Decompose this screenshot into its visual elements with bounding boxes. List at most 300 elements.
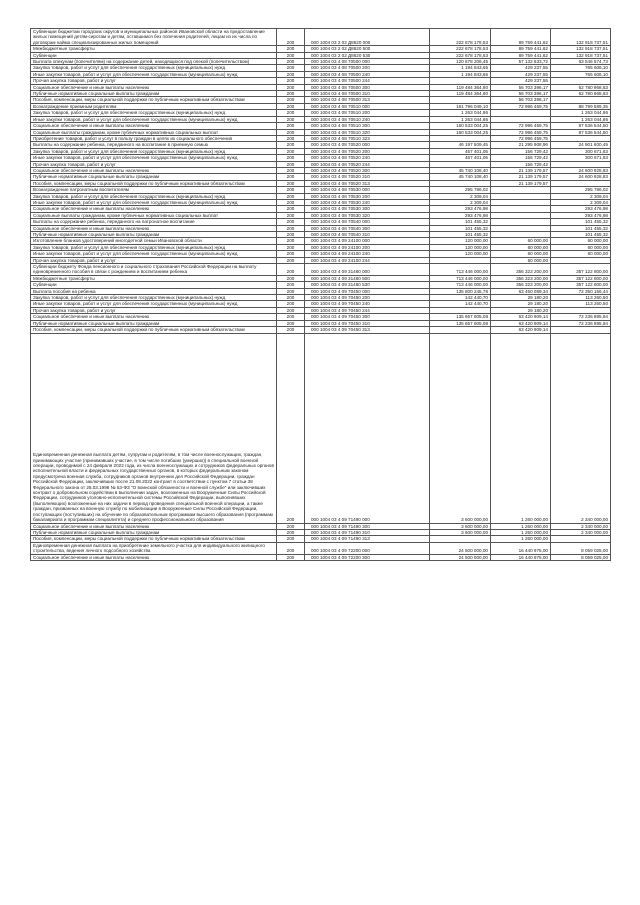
row-name: Социальное обеспечение и иные выплаты населению (31, 554, 277, 560)
row-line-code: 200 (277, 529, 305, 535)
row-name: Социальное обеспечение и иные выплаты населению (31, 167, 277, 173)
row-executed-amount: 60 000,00 (491, 257, 551, 263)
budget-table-body (31, 29, 611, 561)
row-classification-code: 000 1004 03 4 08 70520 200 (305, 148, 430, 154)
row-name: Вознаграждение приемным родителям (31, 103, 277, 109)
table-row (31, 554, 611, 560)
row-classification-code: 000 1004 03 4 09 70450 240 (305, 301, 430, 307)
row-classification-code: 000 1004 03 4 09 24100 000 (305, 238, 430, 244)
row-name: Выплаты на содержание ребенка, переданного на патронатное воспитание (31, 219, 277, 225)
row-name: Закупка товаров, работ и услуг для обеспечения государственных (муниципальных) нужд (31, 65, 277, 71)
row-classification-code: 000 1004 03 2 02 Д8620 500 (305, 46, 430, 52)
row-classification-code: 000 1004 03 4 08 70500 244 (305, 78, 430, 84)
row-classification-code: 000 1004 03 4 09 70450 244 (305, 307, 430, 313)
table-row (31, 97, 611, 103)
row-remaining-amount: 300 671,63 (551, 155, 611, 161)
row-name: Пособия, компенсации, меры социальной поддержки по публичным нормативным обязательствам (31, 536, 277, 542)
row-line-code: 200 (277, 97, 305, 103)
row-classification-code: 000 1004 03 4 09 71490 310 (305, 529, 430, 535)
table-row (31, 180, 611, 186)
row-remaining-amount: 8 059 025,00 (551, 554, 611, 560)
row-line-code: 200 (277, 148, 305, 154)
row-name: Иные закупки товаров, работ и услуг для обеспечения государственных (муниципальных) нужд (31, 199, 277, 205)
row-line-code: 200 (277, 288, 305, 294)
row-classification-code: 000 1004 03 2 02 Д8620 000 (305, 29, 430, 46)
table-row (31, 523, 611, 529)
row-remaining-amount: 293 476,98 (551, 212, 611, 218)
row-line-code: 200 (277, 71, 305, 77)
row-classification-code: 000 1004 03 4 09 31460 000 (305, 264, 430, 276)
row-name: Единовременная денежная выплата на приобретение земельного участка для индивидуального жилищного строительства, ведения личного подсобного хозяйства (31, 542, 277, 554)
row-planned-amount: 293 476,98 (430, 206, 491, 212)
row-classification-code: 000 1004 03 4 09 72200 300 (305, 554, 430, 560)
row-name: Закупка товаров, работ и услуг для обеспечения государственных (муниципальных) нужд (31, 244, 277, 250)
row-remaining-amount: 62 780 968,63 (551, 91, 611, 97)
row-executed-amount: 60 000,00 (491, 238, 551, 244)
row-planned-amount: 457 401,05 (430, 155, 491, 161)
row-planned-amount: 222 678 178,53 (430, 52, 491, 58)
row-remaining-amount: 101 455,32 (551, 219, 611, 225)
row-remaining-amount: 101 455,32 (551, 232, 611, 238)
row-classification-code: 000 1004 03 4 08 70520 000 (305, 142, 430, 148)
row-remaining-amount: 295 786,02 (551, 187, 611, 193)
row-remaining-amount: 765 606,10 (551, 71, 611, 77)
row-classification-code: 000 1004 03 4 08 70510 300 (305, 123, 430, 129)
row-name: Выплаты на содержание ребенка, переданного на воспитание в приемную семью (31, 142, 277, 148)
row-name: Иные закупки товаров, работ и услуг для обеспечения государственных (муниципальных) нужд (31, 251, 277, 257)
row-executed-amount: 56 703 396,17 (491, 91, 551, 97)
row-executed-amount: 60 000,00 (491, 251, 551, 257)
row-name: Социальное обеспечение и иные выплаты населению (31, 523, 277, 529)
row-classification-code: 000 1004 03 4 08 70530 240 (305, 199, 430, 205)
row-remaining-amount: 113 260,50 (551, 301, 611, 307)
row-name: Публичные нормативные социальные выплаты гражданам (31, 91, 277, 97)
table-row (31, 167, 611, 173)
row-executed-amount: 21 139 179,57 (491, 167, 551, 173)
row-classification-code: 000 1004 03 4 08 70510 323 (305, 135, 430, 141)
row-remaining-amount: 293 476,98 (551, 206, 611, 212)
row-executed-amount: 356 323 200,00 (491, 275, 551, 281)
row-executed-amount: 356 323 200,00 (491, 282, 551, 288)
row-classification-code: 000 1004 03 4 08 70510 320 (305, 129, 430, 135)
row-planned-amount: 293 476,98 (430, 212, 491, 218)
row-executed-amount: 356 323 200,00 (491, 264, 551, 276)
row-executed-amount: 1 260 000,00 (491, 523, 551, 529)
row-remaining-amount: 113 260,50 (551, 295, 611, 301)
row-remaining-amount: 1 263 044,86 (551, 116, 611, 122)
row-name: Социальное обеспечение и иные выплаты населению (31, 225, 277, 231)
row-executed-amount: 57 132 633,72 (491, 59, 551, 65)
row-name: Субвенции (31, 52, 277, 58)
row-name: Выплата опекунам (попечителям) на содержание детей, находящихся под опекой (попечительством) (31, 59, 277, 65)
row-line-code: 200 (277, 129, 305, 135)
row-planned-amount: 713 446 000,00 (430, 282, 491, 288)
row-classification-code: 000 1004 03 4 08 70530 200 (305, 193, 430, 199)
row-line-code: 200 (277, 180, 305, 186)
row-remaining-amount: 24 901 600,49 (551, 142, 611, 148)
row-line-code: 200 (277, 232, 305, 238)
row-executed-amount: 156 729,42 (491, 155, 551, 161)
row-line-code: 200 (277, 301, 305, 307)
row-line-code: 200 (277, 307, 305, 313)
row-planned-amount: 295 786,02 (430, 187, 491, 193)
row-remaining-amount: 24 600 928,83 (551, 167, 611, 173)
row-name: Публичные нормативные социальные выплаты гражданам (31, 232, 277, 238)
row-name: Пособия, компенсации, меры социальной поддержки по публичным нормативным обязательствам (31, 180, 277, 186)
row-line-code: 200 (277, 333, 305, 523)
row-line-code: 200 (277, 155, 305, 161)
row-planned-amount: 24 500 000,00 (430, 542, 491, 554)
row-executed-amount: 16 440 975,00 (491, 554, 551, 560)
row-line-code: 200 (277, 52, 305, 58)
row-line-code: 200 (277, 123, 305, 129)
row-classification-code: 000 1004 03 4 08 70500 000 (305, 59, 430, 65)
row-classification-code: 000 1004 03 4 08 70530 300 (305, 206, 430, 212)
row-planned-amount: 457 401,05 (430, 148, 491, 154)
row-remaining-amount: 300 671,63 (551, 148, 611, 154)
row-remaining-amount: 87 536 544,50 (551, 129, 611, 135)
row-executed-amount: 63 420 909,14 (491, 314, 551, 320)
table-row (31, 536, 611, 542)
table-row (31, 59, 611, 65)
row-planned-amount: 161 796 049,10 (430, 103, 491, 109)
row-executed-amount: 29 180,20 (491, 307, 551, 313)
row-line-code: 200 (277, 65, 305, 71)
row-classification-code: 000 1004 03 4 08 70540 000 (305, 219, 430, 225)
row-name: Социальные выплаты гражданам, кроме публичных нормативных социальных выплат (31, 212, 277, 218)
row-classification-code: 000 1004 03 4 08 70500 240 (305, 71, 430, 77)
row-line-code: 200 (277, 275, 305, 281)
row-planned-amount: 3 600 000,00 (430, 523, 491, 529)
row-planned-amount: 222 678 178,53 (430, 46, 491, 52)
row-planned-amount: 1 263 044,86 (430, 110, 491, 116)
row-name: Выплата пособия на ребенка (31, 288, 277, 294)
row-planned-amount: 142 440,70 (430, 301, 491, 307)
row-classification-code: 000 1004 03 4 08 70520 244 (305, 161, 430, 167)
table-row (31, 123, 611, 129)
row-line-code: 200 (277, 29, 305, 46)
row-name: Субвенции (31, 282, 277, 288)
row-line-code: 200 (277, 167, 305, 173)
row-executed-amount: 156 729,42 (491, 148, 551, 154)
row-planned-amount: 101 455,32 (430, 232, 491, 238)
row-remaining-amount: 72 236 895,94 (551, 320, 611, 326)
row-classification-code: 000 1004 03 4 08 70520 310 (305, 174, 430, 180)
table-row (31, 320, 611, 326)
row-classification-code: 000 1004 03 4 08 70500 313 (305, 97, 430, 103)
budget-table (30, 28, 611, 561)
table-row (31, 174, 611, 180)
row-remaining-amount: 132 918 737,51 (551, 29, 611, 46)
row-planned-amount: 222 678 178,53 (430, 29, 491, 46)
row-executed-amount: 156 729,42 (491, 161, 551, 167)
table-row (31, 327, 611, 333)
row-classification-code: 000 1004 03 4 09 71490 313 (305, 536, 430, 542)
row-name: Приобретение товаров, работ и услуг в пользу граждан в целях их социального обеспечения (31, 135, 277, 141)
row-name: Прочая закупка товаров, работ и услуг (31, 78, 277, 84)
row-planned-amount: 713 446 000,00 (430, 275, 491, 281)
row-line-code: 200 (277, 327, 305, 333)
row-executed-amount: 16 440 975,00 (491, 542, 551, 554)
row-planned-amount: 119 484 364,80 (430, 84, 491, 90)
row-classification-code: 000 1004 03 4 08 70520 240 (305, 155, 430, 161)
row-executed-amount: 56 703 396,17 (491, 97, 551, 103)
row-executed-amount: 89 759 441,62 (491, 29, 551, 46)
row-name: Иные закупки товаров, работ и услуг для обеспечения государственных (муниципальных) нужд (31, 301, 277, 307)
row-classification-code: 000 1004 03 4 08 70540 300 (305, 225, 430, 231)
row-line-code: 200 (277, 212, 305, 218)
row-line-code: 200 (277, 282, 305, 288)
row-line-code: 200 (277, 554, 305, 560)
row-executed-amount: 1 260 000,00 (491, 536, 551, 542)
row-executed-amount: 21 139 179,57 (491, 174, 551, 180)
row-planned-amount: 135 657 805,08 (430, 320, 491, 326)
row-name: Прочая закупка товаров, работ и услуг (31, 307, 277, 313)
row-line-code: 200 (277, 251, 305, 257)
row-name: Иные закупки товаров, работ и услуг для обеспечения государственных (муниципальных) нужд (31, 116, 277, 122)
row-name: Закупка товаров, работ и услуг для обеспечения государственных (муниципальных) нужд (31, 110, 277, 116)
row-planned-amount: 2 309,04 (430, 199, 491, 205)
row-line-code: 200 (277, 187, 305, 193)
row-name: Социальное обеспечение и иные выплаты населению (31, 314, 277, 320)
row-classification-code: 000 1004 03 4 08 70530 000 (305, 187, 430, 193)
row-planned-amount: 160 533 004,25 (430, 129, 491, 135)
row-line-code: 200 (277, 193, 305, 199)
row-classification-code: 000 1004 03 4 08 70500 300 (305, 84, 430, 90)
row-classification-code: 000 1004 03 4 08 70530 320 (305, 212, 430, 218)
row-classification-code: 000 1004 03 4 08 70540 310 (305, 232, 430, 238)
row-planned-amount: 160 533 004,25 (430, 123, 491, 129)
row-line-code: 200 (277, 523, 305, 529)
row-name: Публичные нормативные социальные выплаты гражданам (31, 320, 277, 326)
row-line-code: 200 (277, 206, 305, 212)
row-line-code: 200 (277, 135, 305, 141)
row-remaining-amount: 357 122 800,00 (551, 282, 611, 288)
row-name: Прочая закупка товаров, работ и услуг (31, 161, 277, 167)
row-line-code: 200 (277, 320, 305, 326)
row-classification-code: 000 1004 03 4 08 70500 310 (305, 91, 430, 97)
budget-report-sheet (30, 28, 610, 561)
row-name: Закупка товаров, работ и услуг для обеспечения государственных (муниципальных) нужд (31, 148, 277, 154)
table-row (31, 264, 611, 276)
row-classification-code: 000 1004 03 4 09 70450 000 (305, 288, 430, 294)
row-remaining-amount: 2 309,04 (551, 199, 611, 205)
row-name: Межбюджетные трансферты (31, 275, 277, 281)
row-remaining-amount: 62 780 968,63 (551, 84, 611, 90)
row-name: Публичные нормативные социальные выплаты гражданам (31, 174, 277, 180)
row-executed-amount: 21 295 908,96 (491, 142, 551, 148)
row-name: Прочая закупка товаров, работ и услуг (31, 257, 277, 263)
row-planned-amount: 135 800 245,78 (430, 288, 491, 294)
row-line-code: 200 (277, 110, 305, 116)
row-planned-amount: 24 500 000,00 (430, 554, 491, 560)
row-line-code: 200 (277, 142, 305, 148)
row-remaining-amount: 357 122 800,00 (551, 275, 611, 281)
row-line-code: 200 (277, 84, 305, 90)
row-classification-code: 000 1004 03 4 09 70450 300 (305, 314, 430, 320)
table-row (31, 542, 611, 554)
row-planned-amount: 120 000,00 (430, 251, 491, 257)
row-name: Межбюджетные трансферты (31, 46, 277, 52)
row-classification-code: 000 1004 03 4 08 70500 200 (305, 65, 430, 71)
row-line-code: 200 (277, 91, 305, 97)
row-remaining-amount: 24 600 928,83 (551, 174, 611, 180)
row-remaining-amount: 8 059 025,00 (551, 542, 611, 554)
row-classification-code: 000 1004 03 4 09 71490 300 (305, 523, 430, 529)
row-planned-amount: 1 194 843,65 (430, 65, 491, 71)
row-remaining-amount: 132 918 737,51 (551, 46, 611, 52)
row-planned-amount: 45 740 108,40 (430, 174, 491, 180)
row-executed-amount: 72 996 459,75 (491, 135, 551, 141)
row-line-code: 200 (277, 264, 305, 276)
row-planned-amount: 119 484 364,80 (430, 91, 491, 97)
row-classification-code: 000 1004 03 4 09 24100 244 (305, 257, 430, 263)
row-remaining-amount: 357 122 800,00 (551, 264, 611, 276)
row-line-code: 200 (277, 161, 305, 167)
row-classification-code: 000 1004 03 4 08 70520 300 (305, 167, 430, 173)
row-executed-amount: 63 420 909,14 (491, 327, 551, 333)
row-classification-code: 000 1004 03 4 09 31460 500 (305, 275, 430, 281)
row-executed-amount: 429 237,55 (491, 78, 551, 84)
row-line-code: 200 (277, 225, 305, 231)
table-row (31, 135, 611, 141)
row-planned-amount: 3 600 000,00 (430, 333, 491, 523)
table-row (31, 314, 611, 320)
row-planned-amount: 101 455,32 (430, 219, 491, 225)
table-row (31, 29, 611, 46)
row-executed-amount: 21 139 179,57 (491, 180, 551, 186)
row-line-code: 200 (277, 257, 305, 263)
row-planned-amount: 713 446 000,00 (430, 264, 491, 276)
row-name: Социальное обеспечение и иные выплаты населению (31, 206, 277, 212)
table-row (31, 333, 611, 523)
row-classification-code: 000 1004 03 4 09 24100 200 (305, 244, 430, 250)
row-executed-amount: 89 759 441,62 (491, 46, 551, 52)
row-remaining-amount: 2 340 000,00 (551, 523, 611, 529)
row-classification-code: 000 1004 03 4 09 70450 310 (305, 320, 430, 326)
row-remaining-amount: 1 263 044,86 (551, 110, 611, 116)
row-classification-code: 000 1004 03 4 09 31460 530 (305, 282, 430, 288)
row-classification-code: 000 1004 03 2 02 Д8620 530 (305, 52, 430, 58)
row-remaining-amount: 101 455,32 (551, 225, 611, 231)
row-line-code: 200 (277, 103, 305, 109)
row-line-code: 200 (277, 199, 305, 205)
row-executed-amount: 429 237,55 (491, 65, 551, 71)
row-line-code: 200 (277, 536, 305, 542)
row-remaining-amount: 60 000,00 (551, 238, 611, 244)
row-remaining-amount: 2 340 000,00 (551, 529, 611, 535)
row-planned-amount: 135 657 805,08 (430, 314, 491, 320)
row-classification-code: 000 1004 03 4 08 70510 000 (305, 103, 430, 109)
row-remaining-amount: 60 000,00 (551, 251, 611, 257)
row-name: Единовременная денежная выплата детям, супругам и родителям, в том числе военнослужащих, граждан, принимающих участие (принимавших участие, в том числе погибших (умерших)) в специальной военной операции, проводимой с 24 февраля 2022 года, из числа военнослужащих и сотрудников федеральных органов исполнительной власти и федеральных государственных органов, в которых федеральным законом предусмотрена военная служба, сотрудников органов внутренних дел Российской Федерации, граждан Российской Федерации, заключивших после 21.09.2022 контракт в соответствии с пунктом 7 статьи 38 Федерального закона от 28.03.1998 № 53-ФЗ "О воинской обязанности и военной службе" или заключивших контракт о добровольном содействии в выполнении задач, возложенных на Вооруженные Силы Российской Федерации, сотрудников уголовно-исполнительной системы Российской Федерации, выполнявших (выполняющих) возложенные на них задачи в период проведения специальной военной операции, а также граждан, призванных на военную службу по мобилизации в Вооруженные Силы Российской Федерации, поступающих (поступивших) на обучение по образовательным программам высшего образования (программам бакалавриата и программам специалитета) и среднего профессионального образования (31, 333, 277, 523)
row-name: Изготовление бланков удостоверений многодетной семьи Ивановской области (31, 238, 277, 244)
table-row (31, 142, 611, 148)
row-line-code: 200 (277, 244, 305, 250)
row-planned-amount: 1 263 044,86 (430, 116, 491, 122)
row-name: Социальные выплаты гражданам, кроме публичных нормативных социальных выплат (31, 129, 277, 135)
row-remaining-amount: 2 309,04 (551, 193, 611, 199)
row-executed-amount: 1 260 000,00 (491, 529, 551, 535)
row-remaining-amount: 63 546 574,73 (551, 59, 611, 65)
table-row (31, 91, 611, 97)
row-planned-amount: 120 000,00 (430, 238, 491, 244)
row-planned-amount: 142 440,70 (430, 295, 491, 301)
row-remaining-amount: 2 340 000,00 (551, 333, 611, 523)
row-line-code: 200 (277, 46, 305, 52)
row-classification-code: 000 1004 03 4 08 70510 240 (305, 116, 430, 122)
row-classification-code: 000 1004 03 4 09 72200 000 (305, 542, 430, 554)
row-executed-amount: 29 180,20 (491, 301, 551, 307)
row-line-code: 200 (277, 174, 305, 180)
table-row (31, 129, 611, 135)
row-executed-amount: 1 260 000,00 (491, 333, 551, 523)
row-planned-amount: 46 197 509,45 (430, 142, 491, 148)
row-executed-amount: 56 703 396,17 (491, 84, 551, 90)
row-remaining-amount: 87 536 544,50 (551, 123, 611, 129)
row-line-code: 200 (277, 238, 305, 244)
row-planned-amount: 120 678 206,45 (430, 59, 491, 65)
row-classification-code: 000 1004 03 4 09 70450 313 (305, 327, 430, 333)
row-executed-amount: 60 000,00 (491, 244, 551, 250)
row-remaining-amount: 132 918 737,51 (551, 52, 611, 58)
row-executed-amount: 72 996 459,75 (491, 103, 551, 109)
row-executed-amount: 29 180,20 (491, 295, 551, 301)
row-executed-amount: 63 450 089,34 (491, 288, 551, 294)
row-name: Социальное обеспечение и иные выплаты населению (31, 84, 277, 90)
table-row (31, 529, 611, 535)
row-name: Пособия, компенсации, меры социальной поддержки по публичным нормативным обязательствам (31, 327, 277, 333)
row-planned-amount: 2 309,04 (430, 193, 491, 199)
row-remaining-amount: 88 799 589,35 (551, 103, 611, 109)
row-classification-code: 000 1004 03 4 08 70520 313 (305, 180, 430, 186)
row-name: Закупка товаров, работ и услуг для обеспечения государственных (муниципальных) нужд (31, 295, 277, 301)
row-planned-amount: 45 740 108,40 (430, 167, 491, 173)
row-name: Публичные нормативные социальные выплаты гражданам (31, 529, 277, 535)
row-classification-code: 000 1004 03 4 09 71490 000 (305, 333, 430, 523)
row-name: Иные закупки товаров, работ и услуг для обеспечения государственных (муниципальных) нужд (31, 155, 277, 161)
row-executed-amount: 89 759 441,62 (491, 52, 551, 58)
row-name: Иные закупки товаров, работ и услуг для обеспечения государственных (муниципальных) нужд (31, 71, 277, 77)
row-executed-amount: 72 996 459,75 (491, 129, 551, 135)
row-name: Социальное обеспечение и иные выплаты населению (31, 123, 277, 129)
row-name: Вознаграждение патронатным воспитателям (31, 187, 277, 193)
row-classification-code: 000 1004 03 4 08 70510 200 (305, 110, 430, 116)
row-planned-amount: 120 000,00 (430, 244, 491, 250)
row-line-code: 200 (277, 542, 305, 554)
row-executed-amount: 72 996 459,75 (491, 123, 551, 129)
row-name: Субвенции бюджету Фонда пенсионного и социального страхования Российской Федерации на выплату единовременного пособия в связи с рождением и воспитанием ребенка (31, 264, 277, 276)
row-remaining-amount: 765 606,10 (551, 65, 611, 71)
row-line-code: 200 (277, 219, 305, 225)
row-line-code: 200 (277, 116, 305, 122)
row-classification-code: 000 1004 03 4 09 70450 200 (305, 295, 430, 301)
row-name: Закупка товаров, работ и услуг для обеспечения государственных (муниципальных) нужд (31, 193, 277, 199)
row-remaining-amount: 60 000,00 (551, 244, 611, 250)
row-name: Пособия, компенсации, меры социальной поддержки по публичным нормативным обязательствам (31, 97, 277, 103)
row-line-code: 200 (277, 59, 305, 65)
table-row (31, 84, 611, 90)
row-executed-amount: 429 237,55 (491, 71, 551, 77)
row-executed-amount: 63 420 909,14 (491, 320, 551, 326)
row-planned-amount: 1 194 843,65 (430, 71, 491, 77)
row-line-code: 200 (277, 295, 305, 301)
row-line-code: 200 (277, 314, 305, 320)
row-planned-amount: 3 600 000,00 (430, 529, 491, 535)
row-classification-code: 000 1004 03 4 09 24100 240 (305, 251, 430, 257)
row-remaining-amount: 72 236 895,94 (551, 314, 611, 320)
row-name: Субвенции бюджетам городских округов и муниципальных районов Ивановской области на предоставление жилых помещений детям-сиротам и детям, оставшимся без попечения родителей, лицам из их числа по договорам найма специализированных жилых помещений (31, 29, 277, 46)
